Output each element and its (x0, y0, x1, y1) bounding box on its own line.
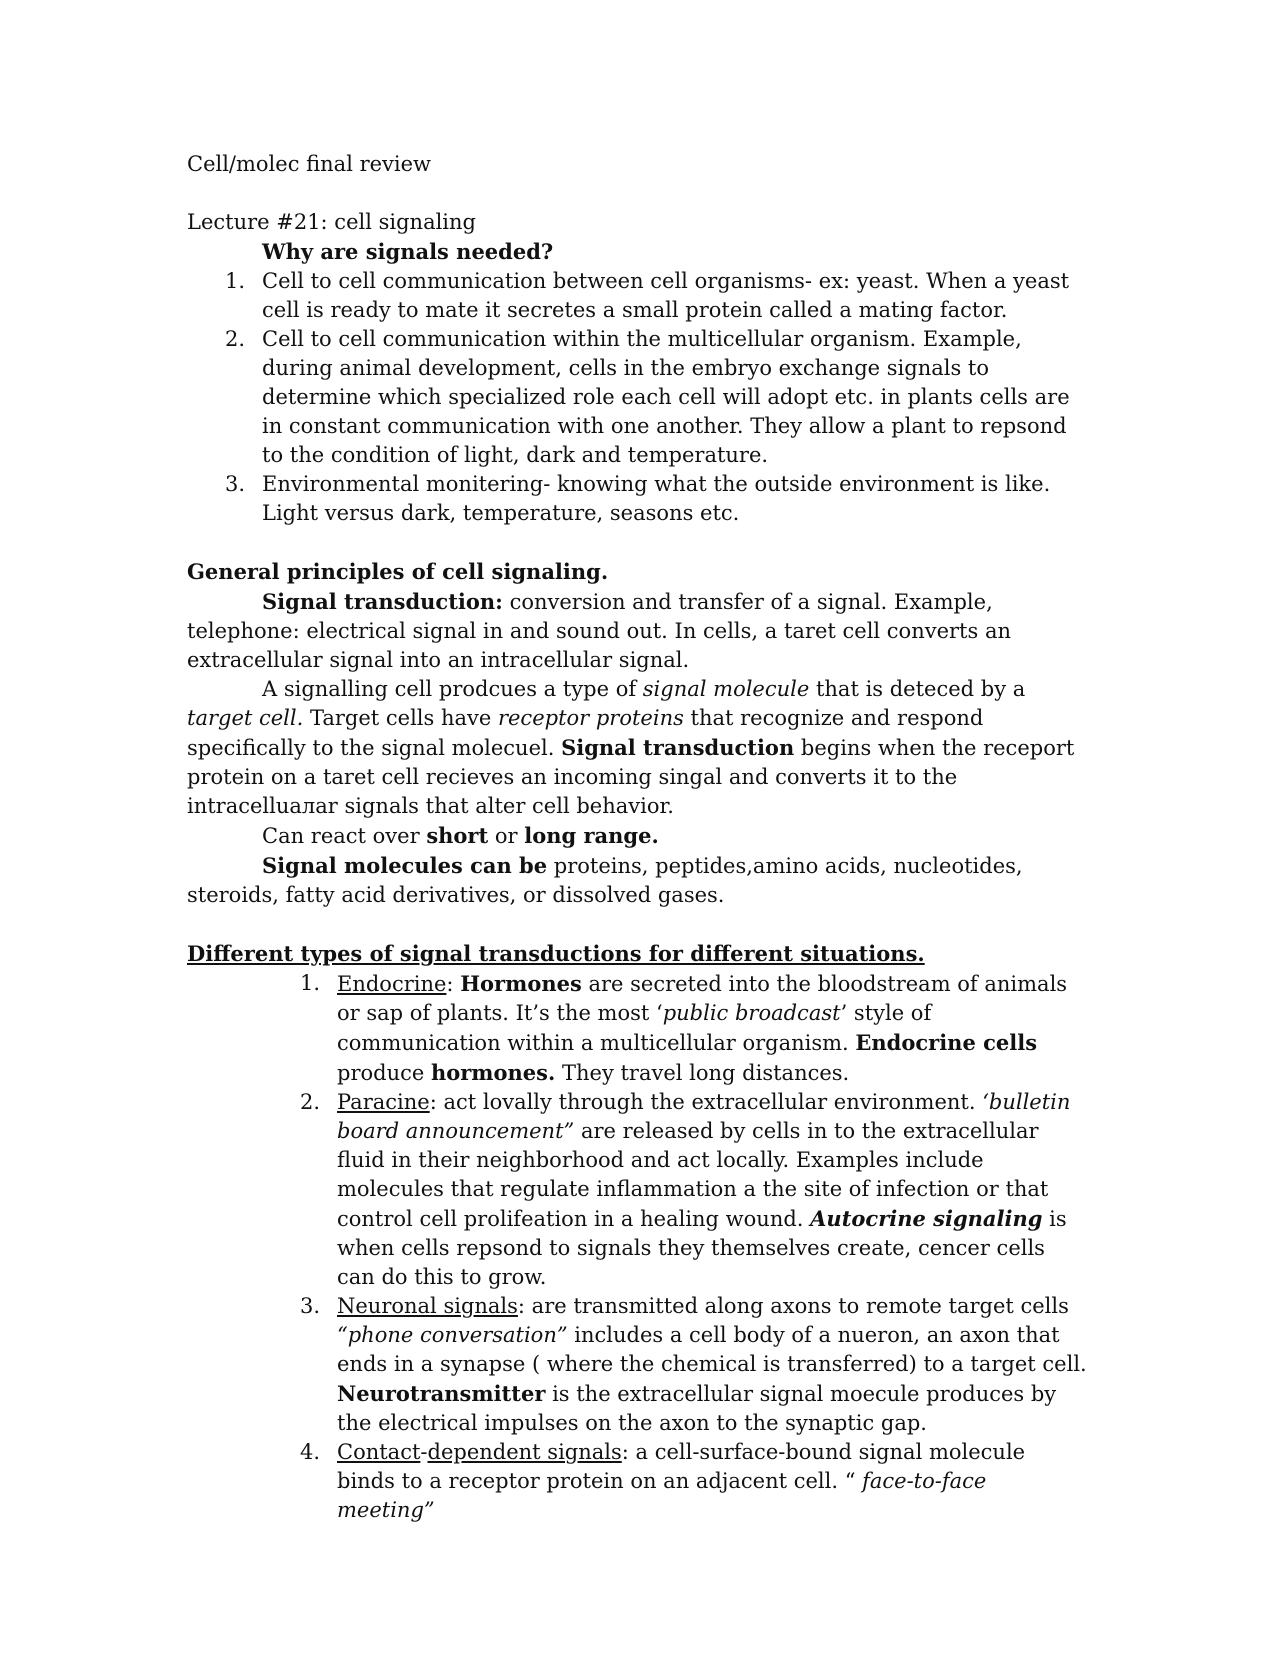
types-heading: Different types of signal transductions for different situations. (187, 941, 925, 966)
type-name: Endocrine (337, 972, 447, 996)
list-item (187, 325, 1087, 470)
term: Signal transduction: (262, 589, 503, 614)
list-item-text: Cell to cell communication between cell organisms- ex: yeast. When a yeast cell is ready to mate it secretes a small protein called a mating factor. (262, 269, 1070, 322)
lecture-heading: Lecture #21: cell signaling (187, 210, 476, 234)
list-item: 2. Paracine: act lovally through the extracellular environment. ‘bulletin board announcement” are released by cells in to the extracellular fluid in their neighborhood and act locally. Examples include molecules that regulate inflammation a the site of infection or that control cell prolifeation in a healing wound. Autocrine signaling is when cells repsond to signals they themselves create, cencer cells can do this to grow. (300, 1090, 1071, 1289)
paragraph-signal-molecules: Signal molecules can be proteins, peptides,amino acids, nucleotides, steroids, fatty acid derivatives, or dissolved gases. (187, 853, 1023, 907)
list-item-text: Cell to cell communication within the multicellular organism. Example, during animal development, cells in the embryo exchange signals to determine which specialized role each cell will adopt etc. in plants cells are in constant communication with one another. They allow a plant to repsond to the condition of light, dark and temperature. (262, 327, 1070, 467)
list-number: 2. (225, 327, 246, 351)
list-item: 1. Endocrine: Hormones are secreted into the bloodstream of animals or sap of plants. It’s the most ‘public broadcast’ style of communication within a multicellular organism. Endocrine cells produce hormones. They travel long distances. (300, 971, 1068, 1085)
paragraph-signal-transduction: Signal transduction: conversion and transfer of a signal. Example, telephone: electrical signal in and sound out. In cells, a taret cell converts an extracellular signal into an intracellular signal. (187, 589, 1011, 672)
type-name: Contact (337, 1440, 421, 1464)
spacer (187, 179, 1087, 208)
list-number: 1. (225, 269, 246, 293)
list-item-text: Environmental monitering- knowing what the outside environment is like. Light versus dark, temperature, seasons etc. (262, 472, 1051, 525)
list-item: 3. Neuronal signals: are transmitted along axons to remote target cells “phone conversation” includes a cell body of a nueron, an axon that ends in a synapse ( where the chemical is transferred) to a target cell. Neurotransmitter is the extracellular signal moecule produces by the electrical impulses on the axon to the synaptic gap. (300, 1294, 1087, 1435)
list-item: 4. Contact-dependent signals: a cell-surface-bound signal molecule binds to a receptor protein on an adjacent cell. “ face-to-face meeting” (300, 1440, 1026, 1522)
type-name: Neuronal signals (337, 1294, 518, 1318)
type-name: dependent signals (427, 1440, 622, 1464)
type-name: Paracine (337, 1090, 430, 1114)
list-number: 3. (225, 472, 246, 496)
list-number: 3. (300, 1294, 321, 1318)
list-number: 4. (300, 1440, 321, 1464)
list-number: 1. (300, 971, 321, 995)
list-number: 2. (300, 1090, 321, 1114)
document-body (187, 150, 1087, 1525)
spacer (187, 910, 1087, 939)
types-list (187, 969, 1087, 1525)
list-item (187, 470, 1087, 528)
paragraph-signalling-cell: A signalling cell prodcues a type of signal molecule that is deteced by a target cell. Target cells have receptor proteins that recognize and respond specifically to the signal molecuel. Signal transduction begins when the receport protein on a taret cell recieves an incoming singal and converts it to the intracelluалar signals that alter cell behavior. (187, 677, 1075, 818)
list-item (187, 267, 1087, 325)
why-list (187, 267, 1087, 528)
paragraph-range: Can react over short or long range. (262, 823, 659, 848)
spacer (187, 528, 1087, 557)
principles-heading: General principles of cell signaling. (187, 559, 609, 584)
why-heading: Why are signals needed? (262, 239, 554, 264)
document-title: Cell/molec final review (187, 152, 432, 176)
